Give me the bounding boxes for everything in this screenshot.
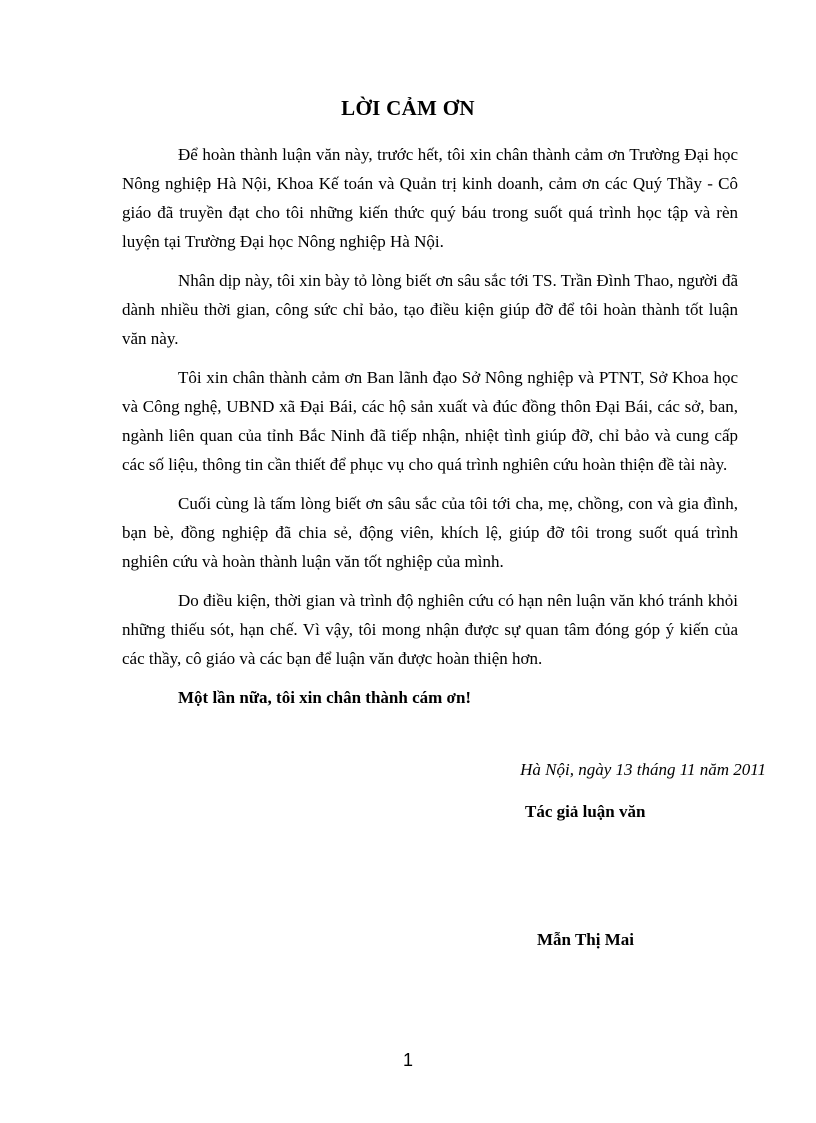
paragraph-1: Để hoàn thành luận văn này, trước hết, tôi xin chân thành cảm ơn Trường Đại học Nông nghiệp Hà Nội, Khoa Kế toán và Quản trị kinh doanh, cảm ơn các Quý Thầy - Cô giáo đã truyền đạt cho tôi những kiến thức quý báu trong suốt quá trình học tập và rèn luyện tại Trường Đại học Nông nghiệp Hà Nội. [122,145,738,251]
place-date: Hà Nội, ngày 13 tháng 11 năm 2011 [520,760,766,779]
document-body [122,140,738,712]
paragraph-4: Cuối cùng là tấm lòng biết ơn sâu sắc của tôi tới cha, mẹ, chồng, con và gia đình, bạn bè, đồng nghiệp đã chia sẻ, động viên, khích lệ, giúp đỡ tôi trong suốt quá trình nghiên cứu và hoàn thành luận văn tốt nghiệp của mình. [122,494,738,571]
page-title: LỜI CẢM ƠN [341,96,475,120]
page-number: 1 [402,1050,413,1070]
closing-line: Một lần nữa, tôi xin chân thành cám ơn! [178,688,472,707]
paragraph-3: Tôi xin chân thành cảm ơn Ban lãnh đạo Sở Nông nghiệp và PTNT, Sở Khoa học và Công nghệ, UBND xã Đại Bái, các hộ sản xuất và đúc đồng thôn Đại Bái, các sở, ban, ngành liên quan của tỉnh Bắc Ninh đã tiếp nhận, nhiệt tình giúp đỡ, chỉ bảo và cung cấp các số liệu, thông tin cần thiết để phục vụ cho quá trình nghiên cứu hoàn thiện đề tài này. [122,368,738,474]
paragraph-2: Nhân dịp này, tôi xin bày tỏ lòng biết ơn sâu sắc tới TS. Trần Đình Thao, người đã dành nhiều thời gian, công sức chỉ bảo, tạo điều kiện giúp đỡ để tôi hoàn thành tốt luận văn này. [122,271,738,348]
paragraph-5: Do điều kiện, thời gian và trình độ nghiên cứu có hạn nên luận văn khó tránh khỏi những thiếu sót, hạn chế. Vì vậy, tôi mong nhận được sự quan tâm đóng góp ý kiến của các thầy, cô giáo và các bạn để luận văn được hoàn thiện hơn. [122,591,738,668]
author-label: Tác giả luận văn [525,802,646,821]
author-name: Mẫn Thị Mai [537,930,634,949]
